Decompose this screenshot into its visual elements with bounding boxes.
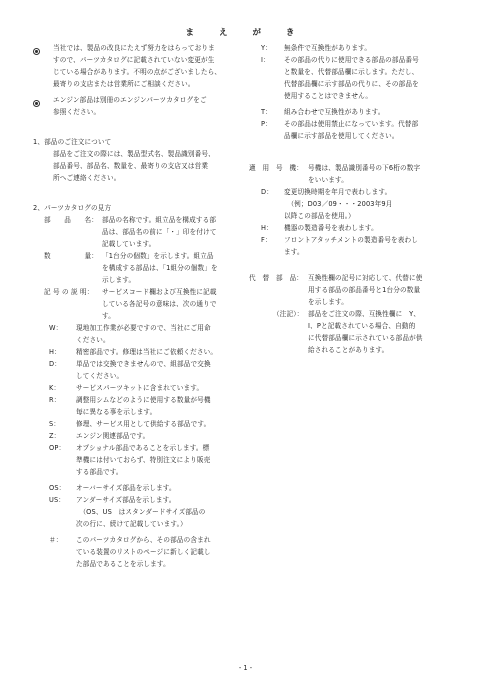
date-desc-line: 変更切換時期を年月で表わします。	[284, 188, 392, 196]
code-key: R：	[49, 396, 61, 404]
code-key: K：	[49, 384, 61, 392]
code-key: H：	[49, 348, 61, 356]
code-key: OS：	[49, 484, 66, 492]
suryo-desc-line: 「1台分の個数」を示します。組立品	[102, 252, 214, 260]
compat-key: T：	[261, 108, 272, 116]
page-number: - 1 -	[238, 664, 253, 672]
tekiyo-label: 適 用 号 機：	[249, 164, 303, 172]
code-desc-line: 準機には付いておらず、特別注文により販売	[76, 456, 211, 464]
code-key: ＃：	[49, 536, 63, 544]
code-desc-line: ください。	[76, 336, 110, 344]
chuki-label: （注記）：	[273, 310, 304, 318]
intro-line: 当社では、製品の改良にたえず努力をはらっておりま	[53, 44, 215, 52]
buhin-label: 部 品 名：	[44, 216, 98, 224]
code-desc-line: （OS、US はスタンダードサイズ部品の	[76, 508, 206, 516]
intro-line: じている場合があります。不明の点がございましたら、	[53, 68, 222, 76]
buhin-desc-line: 記載しています。	[102, 240, 156, 248]
kigo-desc-line: している各記号の意味は、次の通りで	[102, 300, 217, 308]
intro-line: 最寄りの支店または営業所にご相談ください。	[53, 80, 195, 88]
engine-note-line: 参照ください。	[53, 108, 101, 116]
compat-key: P：	[261, 120, 272, 128]
intro-line: すので、パーツカタログに記載されていない変更が生	[53, 56, 215, 64]
code-key: S：	[49, 420, 61, 428]
code-desc-line: してください。	[76, 372, 124, 380]
daitai-desc-line: 用する部品の部品番号と1台分の数量	[308, 286, 421, 294]
daitai-desc-line: 互換性欄の記号に対応して、代替に使	[308, 274, 423, 282]
code-desc-line: ている装置のリストのページに新しく記載し	[76, 548, 211, 556]
code-desc-line: 精密部品です。修理は当社にご依頼ください。	[76, 348, 218, 356]
code-desc-line: する部品です。	[76, 468, 123, 476]
code-desc-line: た部品であることを示します。	[76, 560, 170, 568]
tekiyo-desc-line: をいいます。	[308, 176, 348, 184]
code-desc-line: 単品では交換できませんので、組部品で交換	[76, 360, 211, 368]
code-desc-line: サービスパーツキットに含まれています。	[76, 384, 204, 392]
date-key: D：	[261, 188, 273, 196]
tekiyo-desc-line: 号機は、製品識別番号の下6桁の数字	[308, 164, 421, 172]
kigo-desc-line: サービスコード欄および互換性に記載	[102, 288, 217, 296]
section-2-heading: 2、パーツカタログの見方	[33, 204, 112, 212]
code-desc-line: オーバーサイズ部品を示します。	[76, 484, 176, 492]
chuki-desc-line: 部品をご注文の際、互換性欄に Y、	[308, 310, 421, 318]
date-desc-line: 以降この部品を使用。）	[284, 212, 355, 220]
code-desc-line: エンジン関連部品です。	[76, 432, 150, 440]
bullet-icon	[33, 48, 40, 55]
suryo-desc-line: を構成する部品は、「1組分の個数」を	[102, 264, 218, 272]
chuki-desc-line: に代替部品欄に示されている部品が供	[308, 334, 423, 342]
code-key: OP：	[49, 444, 66, 452]
section-1-body-line: 部品をご注文の際には、製品型式名、製品識別番号、	[53, 150, 215, 158]
suryo-desc-line: 示します。	[102, 276, 136, 284]
date-key: F：	[261, 236, 272, 244]
chuki-desc-line: I、Pと記載されている場合、自動的	[308, 322, 416, 330]
compat-key: Y：	[261, 44, 272, 52]
section-1-body-line: 部品番号、部品名、数量を、最寄りの支店又は営業	[53, 162, 209, 170]
compat-desc-line: 無条件で互換性があります。	[284, 44, 372, 52]
compat-desc-line: その部品の代りに使用できる部品の部品番号	[284, 56, 419, 64]
code-desc-line: 毎に異なる事を示します。	[76, 408, 157, 416]
code-key: D：	[49, 360, 61, 368]
daitai-desc-line: を示します。	[308, 298, 348, 306]
date-desc-line: 機器の製造番号を表わします。	[284, 224, 378, 232]
date-desc-line: （例；D03／09・・・2003年9月	[284, 200, 393, 208]
code-key: US：	[49, 496, 66, 504]
date-key: H：	[261, 224, 273, 232]
compat-key: I：	[261, 56, 270, 64]
code-key: Z：	[49, 432, 61, 440]
code-key: W：	[49, 324, 63, 332]
code-desc-line: 修理、サービス用として供給する部品です。	[76, 420, 211, 428]
suryo-label: 数 量：	[44, 252, 98, 260]
code-desc-line: 次の行に、続けて記載しています。）	[76, 520, 187, 528]
buhin-desc-line: 品は、部品名の前に「・」印を付けて	[102, 228, 217, 236]
daitai-label: 代 替 部 品：	[249, 274, 303, 282]
compat-desc-line: 組み合わせで互換性があります。	[284, 108, 385, 116]
buhin-desc-line: 部品の名称です。組立品を構成する部	[102, 216, 217, 224]
code-desc-line: アンダーサイズ部品を示します。	[76, 496, 176, 504]
code-desc-line: オプショナル部品であることを示します。標	[76, 444, 210, 452]
code-desc-line: 調整用シムなどのように使用する数量が号機	[76, 396, 211, 404]
kigo-label: 記 号 の 説 明：	[44, 288, 94, 296]
code-desc-line: 現地加工作業が必要ですので、当社にご用命	[76, 324, 211, 332]
date-desc-line: ます。	[284, 248, 304, 256]
section-1-heading: 1、部品のご注文について	[33, 138, 112, 146]
compat-desc-line: 使用することはできません。	[284, 92, 373, 100]
bullet-icon	[33, 100, 40, 107]
engine-note-line: エンジン部品は別冊のエンジンパーツカタログをご	[53, 96, 207, 104]
compat-desc-line: 品欄に示す部品を使用してください。	[284, 132, 399, 140]
kigo-desc-line: す。	[102, 312, 115, 320]
compat-desc-line: その部品は使用禁止になっています。代替部	[284, 120, 419, 128]
code-desc-line: このパーツカタログから、その部品の含まれ	[76, 536, 211, 544]
compat-desc-line: 代替部品欄に示す部品の代りに、その部品を	[284, 80, 419, 88]
section-1-body-line: 所へご連絡ください。	[53, 174, 121, 182]
page-title: ま え が き	[185, 28, 306, 38]
chuki-desc-line: 給されることがあります。	[308, 346, 389, 354]
date-desc-line: フロントアタッチメントの製造番号を表わし	[284, 236, 418, 244]
compat-desc-line: と数量を、代替部品欄に示します。ただし、	[284, 68, 419, 76]
